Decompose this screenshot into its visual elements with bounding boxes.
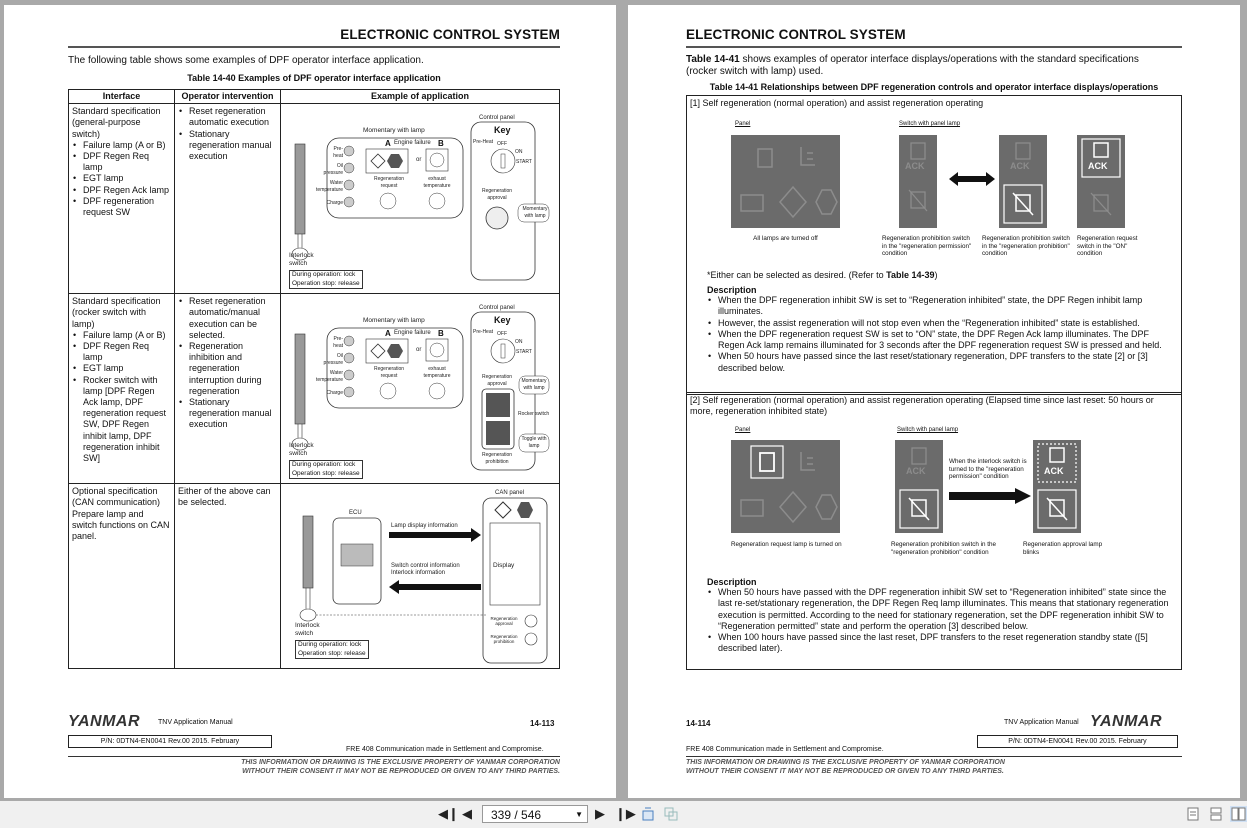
label-ecu: ECU (349, 510, 362, 517)
ack-label-lit: ACK (1088, 161, 1108, 171)
continuous-icon[interactable] (1210, 807, 1222, 821)
prev-page-icon[interactable]: ◀ (462, 806, 472, 821)
label-key-start: START (516, 349, 532, 356)
viewer-toolbar (0, 801, 1247, 828)
table-row (69, 294, 560, 484)
section-1-title: [1] Self regeneration (normal operation) and assist regeneration operating (690, 98, 984, 108)
single-page-icon[interactable] (1187, 807, 1199, 821)
caption-panel: All lamps are turned off (753, 235, 818, 242)
rotate-icon[interactable] (641, 807, 655, 821)
regen-request-icon (760, 453, 774, 471)
label-or: or (416, 347, 422, 354)
intro-rest: shows examples of operator interface displays/operations with the standard specifications (rocker switch with lamp) used. (686, 54, 1139, 77)
label-a: A (385, 329, 391, 339)
label-or: or (416, 157, 422, 164)
switch-icons (1077, 135, 1125, 228)
note-operation-stop: Operation stop: release (292, 469, 360, 477)
interface-item: • DPF Regen Req lamp (72, 341, 171, 363)
note-during-operation: During operation: lock (292, 461, 356, 469)
description-1 (707, 285, 1177, 374)
engine-icon (741, 195, 763, 211)
exhaust-temp-icon (801, 147, 815, 165)
description-item: • When 50 hours have passed with the DPF regeneration inhibit SW set to “Regeneration inhibited” state since the last re-set/stationary regeneration, the DPF Regen Req lamp illuminates. This means that stationary regeneration execution is permitted. According to the need for stationary regeneration, set the DPF regeneration inhibit SW to “Regeneration permitted” state and perform the operation [3] described below. (707, 587, 1177, 632)
intervention-text: Either of the above can be selected. (178, 486, 271, 508)
label-key-on: ON (515, 339, 523, 346)
switch-icons (899, 135, 937, 228)
label-switch-control-info: Switch control information (391, 563, 460, 570)
label-momentary: Momentary with lamp (363, 317, 425, 325)
note-prefix: *Either can be selected as desired. (Refer to (707, 270, 887, 280)
label-regen-request: Regeneration request (373, 366, 405, 380)
label-engine-failure: Engine failure (394, 330, 431, 337)
caption-request-on: Regeneration request switch in the "ON" condition (1077, 235, 1138, 257)
header-rule (68, 46, 560, 48)
interface-title: Standard specification (rocker switch with lamp) (72, 296, 161, 329)
yanmar-logo: YANMAR (68, 713, 141, 730)
panel-lcd-off (731, 135, 840, 228)
label-key-start: START (516, 159, 532, 166)
label-interlock-switch: Interlock switch (295, 622, 320, 638)
note-operation-stop: Operation stop: release (298, 649, 366, 657)
table-caption: Table 14-41 Relationships between DPF regeneration controls and operator interface displays/operations (709, 82, 1159, 92)
note-during-operation: During operation: lock (298, 641, 362, 649)
intro-text: The following table shows some examples of DPF operator interface application. (68, 55, 424, 66)
intervention-item: • Regeneration inhibition and regeneration interruption during regeneration (178, 341, 277, 397)
stop-icon (816, 190, 837, 214)
col-header-example: Example of application (281, 90, 560, 104)
caption-panel: Regeneration request lamp is turned on (731, 541, 842, 548)
interface-item: • DPF Regen Ack lamp (72, 185, 171, 196)
label-oil-pressure: Oil pressure (323, 163, 343, 177)
label-interlock-switch: Interlock switch (289, 442, 314, 458)
footer-rule (68, 756, 560, 757)
description-heading: Description (707, 577, 757, 587)
interface-item: • Failure lamp (A or B) (72, 140, 171, 151)
footer-rule (686, 756, 1182, 757)
legal-line-1: THIS INFORMATION OR DRAWING IS THE EXCLUSIVE PROPERTY OF YANMAR CORPORATION (241, 759, 560, 766)
page-number-select[interactable] (482, 805, 588, 823)
interface-item: • DPF regeneration request SW (72, 196, 171, 218)
interface-item: • Failure lamp (A or B) (72, 330, 171, 341)
intervention-item: • Stationary regeneration manual execution (178, 129, 277, 163)
interface-item: • DPF Regen Req lamp (72, 151, 171, 173)
label-regen-request: Regeneration request (373, 176, 405, 190)
description-item: • When 50 hours have passed since the last reset/stationary regeneration, DPF transfers to the state [2] or [3] described below. (707, 351, 1177, 374)
intervention-item: • Reset regeneration automatic/manual execution can be selected. (178, 296, 277, 341)
next-page-icon[interactable]: ▶ (595, 806, 605, 821)
last-page-icon[interactable]: ❙▶ (615, 806, 636, 821)
first-page-icon[interactable]: ◀❙ (438, 806, 459, 821)
label-key-off: OFF (497, 141, 507, 148)
label-water-temp: Water temperature (316, 370, 343, 384)
label-engine-failure: Engine failure (394, 140, 431, 147)
label-can-regen-prohibition: Regeneration prohibition (490, 634, 518, 645)
description-item: • When the DPF regeneration request SW is set to “ON” state, the DPF Regen Ack lamp illuminates. The DPF Regen Ack lamp remains illuminated for 3 seconds after the DPF regeneration request SW is pressed and held. (707, 329, 1177, 352)
label-charge: Charge (326, 390, 343, 397)
illustration-can-panel (281, 484, 559, 668)
section-2 (686, 392, 1182, 670)
section-1 (686, 95, 1182, 395)
table-row (69, 104, 560, 294)
caption-prohibition: Regeneration prohibition switch in the "regeneration prohibition" condition (891, 541, 997, 556)
note-operation-stop: Operation stop: release (292, 279, 360, 287)
label-lamp-display-info: Lamp display information (391, 523, 458, 530)
label-regen-approval: Regeneration approval (481, 188, 513, 202)
description-item (707, 318, 1177, 329)
section-2-title: [2] Self regeneration (normal operation) and assist regeneration operating (Elapsed time since last reset: 50 hours or more, regeneration inhibited state) (690, 395, 1154, 416)
legal-line-2: WITHOUT THEIR CONSENT IT MAY NOT BE REPRODUCED OR GIVEN TO ANY THIRD PARTIES. (242, 768, 560, 775)
two-page-icon[interactable] (1230, 806, 1247, 822)
caption-prohibition: Regeneration prohibition switch in the "regeneration prohibition" condition (982, 235, 1070, 257)
selection-note (707, 270, 937, 280)
manual-name: TNV Application Manual (1004, 719, 1079, 726)
callout-toggle: Toggle with lamp (521, 436, 547, 450)
illustration-rocker-switch (281, 294, 559, 483)
left-page (4, 5, 616, 798)
ack-label-lit: ACK (1044, 466, 1064, 476)
label-rocker-switch: Rocker switch (518, 411, 550, 418)
label-control-panel: Control panel (479, 115, 515, 122)
ack-label-dim: ACK (905, 161, 925, 171)
interlock-note (289, 460, 363, 479)
label-oil-pressure: Oil pressure (323, 353, 343, 367)
illustration-general-switch (281, 104, 559, 293)
description-item: • When 100 hours have passed since the last reset, DPF transfers to the reset regeneration standby state ([5] described later). (707, 632, 1177, 655)
legal-notice (241, 758, 560, 776)
label-interlock-info: Interlock information (391, 570, 446, 577)
switch-prohibition (895, 440, 943, 533)
page-number: 14-114 (686, 719, 711, 728)
label-key: Key (494, 315, 511, 326)
legal-line-2: WITHOUT THEIR CONSENT IT MAY NOT BE REPRODUCED OR GIVEN TO ANY THIRD PARTIES. (686, 768, 1004, 775)
label-charge: Charge (326, 200, 343, 207)
interlock-note (295, 640, 369, 659)
label-preheat: Pre-heat (333, 146, 343, 160)
description-2 (707, 577, 1177, 655)
label-interlock-switch: Interlock switch (289, 252, 314, 268)
legal-line-1: THIS INFORMATION OR DRAWING IS THE EXCLUSIVE PROPERTY OF YANMAR CORPORATION (686, 759, 1005, 766)
label-key-off: OFF (497, 331, 507, 338)
switch-label: Switch with panel lamp (897, 427, 959, 433)
note-suffix: ) (934, 270, 938, 280)
chevron-down-icon: ▼ (575, 810, 583, 819)
arrow-note: When the interlock switch is turned to the "regeneration permission" condition (949, 458, 1027, 480)
fre-note: FRE 408 Communication made in Settlement and Compromise. (686, 746, 884, 753)
description-heading: Description (707, 285, 757, 295)
callout-momentary: Momentary with lamp (521, 378, 547, 392)
panel-lamps (731, 135, 840, 228)
label-exhaust-temp: exhaust temperature (423, 366, 451, 380)
fre-note: FRE 408 Communication made in Settlement and Compromise. (346, 746, 544, 753)
label-b: B (438, 139, 444, 149)
label-b: B (438, 329, 444, 339)
label-can-regen-approval: Regeneration approval (490, 616, 518, 627)
page-indicator: 339 / 546 (491, 808, 542, 822)
right-page (628, 5, 1240, 798)
ack-label-dim: ACK (906, 466, 926, 476)
col-header-interface: Interface (69, 90, 175, 104)
regen-request-icon (758, 149, 772, 167)
caption-approval-blinks: Regeneration approval lamp blinks (1023, 541, 1103, 556)
exhaust-temp-icon (801, 452, 815, 470)
switch-icons (999, 135, 1047, 228)
compare-icon[interactable] (664, 807, 678, 821)
legal-notice (686, 758, 1005, 776)
warning-icon (780, 492, 806, 522)
panel-label: Panel (735, 121, 751, 127)
interface-item: • Rocker switch with lamp [DPF Regen Ack lamp, DPF regeneration request SW, DPF Regen inhibit lamp, DPF regeneration inhibit SW] (72, 375, 171, 465)
label-key-preheat: Pre-Heat (473, 139, 494, 146)
ack-label-dim: ACK (1010, 161, 1030, 171)
switch-permission (899, 135, 937, 228)
panel-lamps (731, 440, 840, 533)
right-arrow-icon (949, 488, 1031, 504)
label-key-preheat: Pre-Heat (473, 329, 494, 336)
switch-request-on (1077, 135, 1125, 228)
part-number: P/N: 0DTN4-EN0041 Rev.00 2015. February (977, 735, 1178, 748)
label-display: Display (493, 562, 515, 570)
stop-icon (816, 495, 837, 519)
label-a: A (385, 139, 391, 149)
label-water-temp: Water temperature (316, 180, 343, 194)
description-item: • When the DPF regeneration inhibit SW is set to “Regeneration inhibited” state, the DPF Regen inhibit lamp illuminates. (707, 295, 1177, 318)
intro-text (686, 54, 1166, 78)
label-exhaust-temp: exhaust temperature (423, 176, 451, 190)
switch-icons (895, 440, 943, 533)
col-header-intervention: Operator intervention (175, 90, 281, 104)
yanmar-logo: YANMAR (1090, 713, 1163, 730)
table-caption: Table 14-40 Examples of DPF operator interface application (187, 73, 441, 83)
panel-label: Panel (735, 427, 751, 433)
note-during-operation: During operation: lock (292, 271, 356, 279)
interface-table (68, 89, 560, 669)
switch-prohibition (999, 135, 1047, 228)
intro-table-ref: Table 14-41 (686, 54, 740, 65)
switch-label: Switch with panel lamp (899, 121, 961, 127)
label-regen-prohibition: Regeneration prohibition (481, 452, 513, 466)
table-row (69, 484, 560, 669)
part-number: P/N: 0DTN4-EN0041 Rev.00 2015. February (68, 735, 272, 748)
interface-title: Standard specification (general-purpose switch) (72, 106, 161, 139)
interface-item: • EGT lamp (72, 173, 171, 184)
callout-momentary: Momentary with lamp (522, 206, 548, 220)
caption-permission: Regeneration prohibition switch in the "regeneration permission" condition (882, 235, 972, 257)
intervention-item: • Reset regeneration automatic execution (178, 106, 277, 128)
label-preheat: Pre-heat (333, 336, 343, 350)
note-table-ref: Table 14-39 (886, 270, 935, 280)
engine-icon (741, 500, 763, 516)
header-rule (686, 46, 1182, 48)
panel-lcd-request-on (731, 440, 840, 533)
label-control-panel: Control panel (479, 305, 515, 312)
label-key: Key (494, 125, 511, 136)
double-arrow-icon (949, 172, 995, 186)
manual-name: TNV Application Manual (158, 719, 233, 726)
interface-title: Optional specification (CAN communication) Prepare lamp and switch functions on CAN panel. (72, 486, 170, 542)
switch-approval-blink (1033, 440, 1081, 533)
page-number: 14-113 (530, 719, 555, 728)
interface-item: • EGT lamp (72, 363, 171, 374)
page-header-title: ELECTRONIC CONTROL SYSTEM (340, 27, 560, 42)
label-can-panel: CAN panel (495, 490, 525, 497)
label-key-on: ON (515, 149, 523, 156)
page-header-title: ELECTRONIC CONTROL SYSTEM (686, 27, 906, 42)
intervention-item: • Stationary regeneration manual execution (178, 397, 277, 431)
interlock-note (289, 270, 363, 289)
switch-icons (1033, 440, 1081, 533)
description-continuation: However, the assist regeneration will not stop even when the “Regeneration inhibited” state is established. (718, 317, 1140, 328)
warning-icon (780, 187, 806, 217)
label-regen-approval: Regeneration approval (481, 374, 513, 388)
label-momentary: Momentary with lamp (363, 127, 425, 135)
